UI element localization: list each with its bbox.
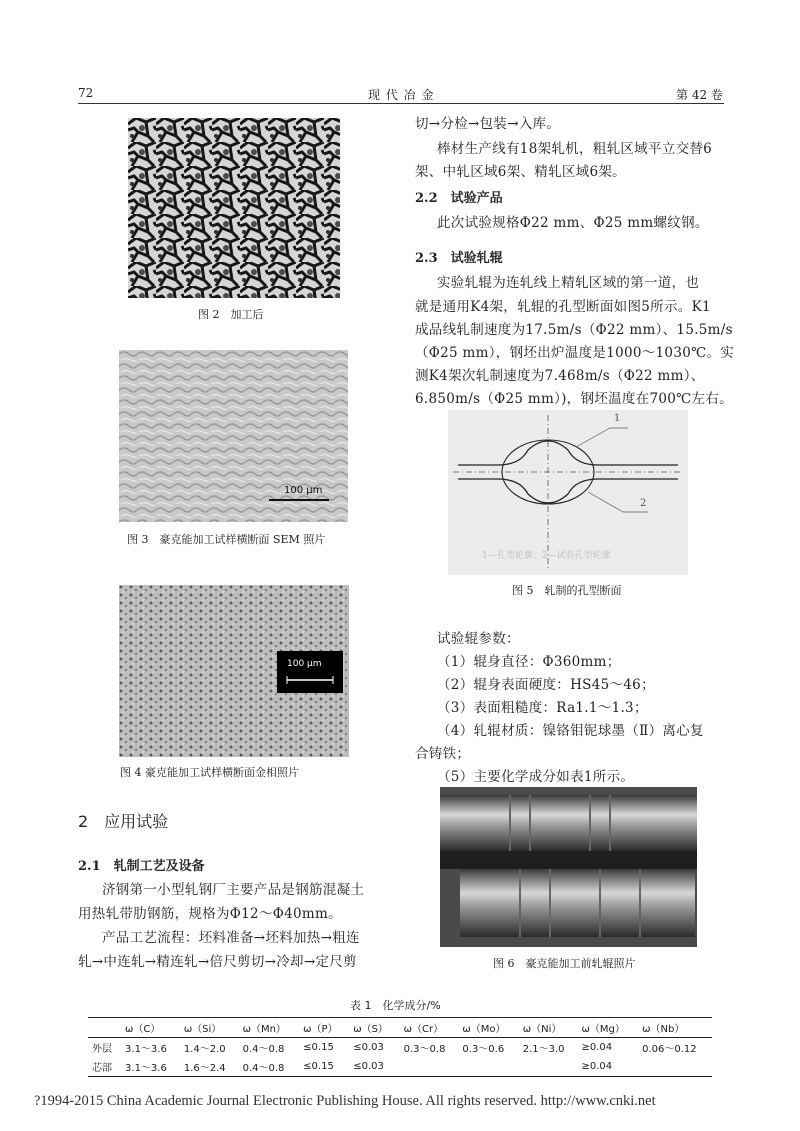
- table-cell: 3.1～3.6: [125, 1044, 167, 1055]
- fig5-label-1: 1: [614, 413, 621, 424]
- right-line: 成品线轧制速度为17.5m/s（Φ22 mm）、15.5m/s: [415, 322, 733, 338]
- journal-title: 现 代 冶 金: [368, 88, 435, 102]
- copyright-footer: ?1994-2015 China Academic Journal Electronic Publishing House. All rights reserved. http://www.cnki.net: [34, 1093, 656, 1109]
- fig4-scalebar-label: 100 μm: [287, 659, 322, 669]
- left-paragraph-line: 济钢第一小型轧钢厂主要产品是钢筋混凝土: [102, 882, 365, 898]
- table-header-cell: ω（Mg）: [581, 1024, 625, 1035]
- left-paragraph-line: 轧→中连轧→精连轧→倍尺剪切→冷却→定尺剪: [78, 954, 357, 970]
- fig4-caption: 图 4 豪克能加工试样横断面金相照片: [120, 766, 299, 779]
- fig5-label-2: 2: [640, 498, 647, 509]
- fig6-roll-photo: [440, 787, 697, 947]
- fig6-caption: 图 6 豪克能加工前轧辊照片: [493, 957, 636, 970]
- params-line: （2）辊身表面硬度：HS45～46；: [437, 677, 655, 693]
- params-line: （3）表面粗糙度：Ra1.1～1.3；: [437, 700, 648, 716]
- fig3-scalebar-label: 100 μm: [284, 485, 323, 496]
- table-header-cell: ω（Mo）: [462, 1024, 506, 1035]
- fig3-sem-image: [119, 350, 348, 522]
- params-line: 合铸铁；: [415, 746, 471, 762]
- table-header-cell: ω（C）: [125, 1024, 161, 1035]
- table-cell: 0.3～0.8: [403, 1044, 446, 1055]
- fig4-metallograph: [119, 585, 349, 757]
- table-cell: 0.4～0.8: [242, 1044, 285, 1055]
- section-heading: 2 应用试验: [78, 812, 169, 831]
- table-cell: [638, 1057, 712, 1077]
- table-cell: 芯部: [92, 1063, 112, 1074]
- chemical-composition-table: [88, 1017, 712, 1077]
- table-cell: 1.6～2.4: [183, 1063, 226, 1074]
- table-header-cell: ω（Cr）: [403, 1024, 444, 1035]
- table-cell: [400, 1057, 459, 1077]
- table-header-cell: ω（Mn）: [242, 1024, 286, 1035]
- right-line: 切→分检→包装→入库。: [415, 116, 561, 132]
- fig2-micrograph: [128, 118, 340, 298]
- table-cell: ≤0.15: [303, 1061, 334, 1072]
- table-cell: 2.1～3.0: [522, 1044, 565, 1055]
- fig3-caption: 图 3 豪克能加工试样横断面 SEM 照片: [127, 533, 326, 546]
- subsection-heading-2-3: 2.3 试验轧辊: [415, 251, 503, 266]
- table-header-cell: ω（Nb）: [642, 1024, 685, 1035]
- table-cell: 0.3～0.6: [462, 1044, 505, 1055]
- table-row: [88, 1038, 712, 1058]
- table-cell: 1.4～2.0: [183, 1044, 226, 1055]
- table-cell: 3.1～3.6: [125, 1063, 167, 1074]
- table-cell: [519, 1057, 578, 1077]
- table-cell: ≤0.15: [303, 1042, 334, 1053]
- params-line: （1）辊身直径：Φ360mm；: [437, 654, 621, 670]
- right-line: 就是通用K4架，轧辊的孔型断面如图5所示。K1: [415, 299, 711, 315]
- left-paragraph-line: 产品工艺流程：坯料准备→坯料加热→粗连: [102, 930, 360, 946]
- fig5-pass-diagram: [448, 410, 688, 575]
- table-cell: 0.4～0.8: [242, 1063, 285, 1074]
- table-header-cell: ω（Si）: [183, 1024, 222, 1035]
- table-row: [88, 1057, 712, 1077]
- fig5-caption: 图 5 轧制的孔型断面: [512, 584, 622, 597]
- right-line: 实验轧辊为连轧线上精轧区域的第一道，也: [437, 275, 700, 291]
- subsection-heading-2-1: 2.1 轧制工艺及设备: [78, 859, 205, 874]
- table-cell: ≤0.03: [353, 1042, 384, 1053]
- header-rule: [78, 103, 724, 104]
- table-header-row: [88, 1018, 712, 1038]
- subsection-heading-2-2: 2.2 试验产品: [415, 191, 503, 206]
- page-number: 72: [78, 86, 94, 100]
- table1-title: 表 1 化学成分/%: [350, 999, 441, 1012]
- params-line: （4）轧辊材质：镍铬钼铌球墨（Ⅱ）离心复: [437, 723, 704, 739]
- table-cell: ≥0.04: [581, 1061, 613, 1072]
- table-header-cell: ω（P）: [303, 1024, 338, 1035]
- table-cell: 0.06～0.12: [642, 1044, 697, 1055]
- volume-label: 第 42 卷: [676, 88, 723, 102]
- params-line: （5）主要化学成分如表1所示。: [437, 769, 635, 785]
- right-line: 测K4架次轧制速度为7.468m/s（Φ22 mm）、: [415, 368, 705, 384]
- right-line: 棒材生产线有18架轧机，粗轧区域平立交替6: [437, 141, 713, 157]
- table-header-cell: [88, 1018, 121, 1038]
- left-paragraph-line: 用热轧带肋钢筋，规格为Φ12～Φ40mm。: [78, 906, 342, 922]
- table-cell: 外层: [92, 1044, 112, 1055]
- params-line: 试验辊参数：: [437, 631, 520, 647]
- table-cell: ≥0.04: [581, 1042, 613, 1053]
- fig5-legend: 1—孔型轮廓；2—试验孔型轮廓: [482, 551, 611, 561]
- right-line: 6.850m/s（Φ25 mm）)，钢坯温度在700℃左右。: [415, 391, 733, 407]
- table-cell: ≤0.03: [353, 1061, 384, 1072]
- table-header-cell: ω（S）: [353, 1024, 388, 1035]
- fig2-caption: 图 2 加工后: [198, 308, 264, 321]
- right-line: 架、中轧区域6架、精轧区域6架。: [415, 164, 626, 180]
- right-line: 此次试验规格Φ22 mm、Φ25 mm螺纹钢。: [437, 215, 709, 231]
- right-line: （Φ25 mm），钢坯出炉温度是1000～1030℃。实: [415, 345, 735, 361]
- table-cell: [458, 1057, 518, 1077]
- table-header-cell: ω（Ni）: [522, 1024, 562, 1035]
